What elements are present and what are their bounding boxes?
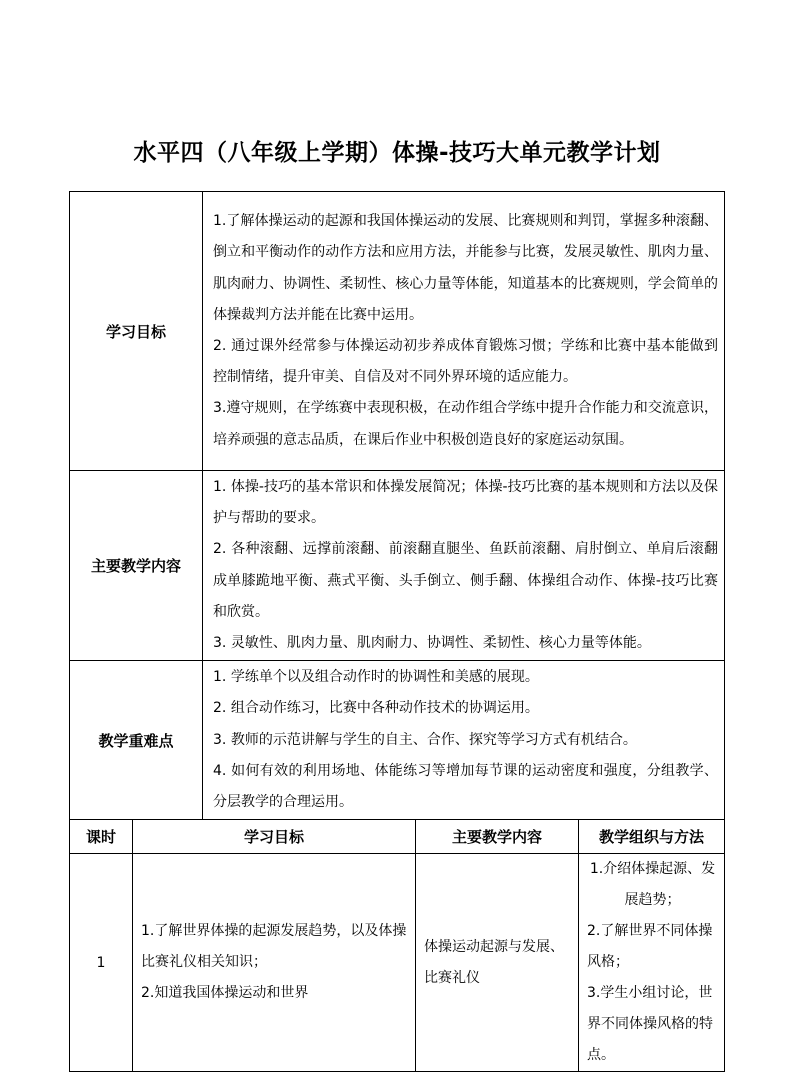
section-label: 教学重难点 bbox=[70, 661, 203, 820]
lesson-number: 1 bbox=[70, 854, 133, 1072]
page-title: 水平四（八年级上学期）体操-技巧大单元教学计划 bbox=[133, 140, 661, 166]
section-content bbox=[203, 192, 725, 471]
paragraph: 3.遵守规则，在学练赛中表现积极，在动作组合学练中提升合作能力和交流意识，培养顽强的意志品质，在课后作业中积极创造良好的家庭运动氛围。 bbox=[213, 400, 719, 448]
paragraph: 体操运动起源与发展、比赛礼仪 bbox=[424, 938, 565, 986]
section-content bbox=[203, 661, 725, 820]
section-label: 学习目标 bbox=[70, 192, 203, 471]
section-row-objectives bbox=[70, 192, 725, 471]
header-content: 主要教学内容 bbox=[416, 820, 579, 854]
paragraph: 2. 组合动作练习，比赛中各种动作技术的协调运用。 bbox=[213, 700, 539, 717]
paragraph: 1.介绍体操起源、发展趋势； bbox=[589, 861, 716, 909]
lesson-methods bbox=[579, 854, 725, 1072]
paragraph: 2. 通过课外经常参与体操运动初步养成体育锻炼习惯；学练和比赛中基本能做到控制情绪，提升审美、自信及对不同外界环境的适应能力。 bbox=[213, 338, 719, 386]
paragraph: 2. 各种滚翻、远撑前滚翻、前滚翻直腿坐、鱼跃前滚翻、肩肘倒立、单肩后滚翻成单膝跪地平衡、燕式平衡、头手倒立、侧手翻、体操组合动作、体操-技巧比赛和欣赏。 bbox=[213, 541, 719, 620]
header-lesson: 课时 bbox=[70, 820, 133, 854]
section-row-key-points bbox=[70, 661, 725, 820]
paragraph: 4. 如何有效的利用场地、体能练习等增加每节课的运动密度和强度，分组教学、分层教学的合理运用。 bbox=[213, 762, 719, 811]
header-objectives: 学习目标 bbox=[133, 820, 416, 854]
paragraph: 1.了解体操运动的起源和我国体操运动的发展、比赛规则和判罚，掌握多种滚翻、倒立和平衡动作的动作方法和应用方法，并能参与比赛，发展灵敏性、肌肉力量、肌肉耐力、协调性、柔韧性、核心力量等体能，知道基本的比赛规则，学会简单的体操裁判方法并能在比赛中运用。 bbox=[213, 213, 719, 323]
paragraph: 2.了解世界不同体操风格； bbox=[587, 923, 713, 971]
section-content bbox=[203, 471, 725, 661]
paragraph: 3.学生小组讨论，世界不同体操风格的特点。 bbox=[587, 985, 714, 1064]
paragraph: 3. 教师的示范讲解与学生的自主、合作、探究等学习方式有机结合。 bbox=[213, 731, 637, 748]
paragraph: 2.知道我国体操运动和世界 bbox=[141, 985, 309, 1002]
header-methods: 教学组织与方法 bbox=[579, 820, 725, 854]
lesson-content bbox=[416, 854, 579, 1072]
lesson-objectives bbox=[133, 854, 416, 1072]
paragraph: 1. 体操-技巧的基本常识和体操发展简况；体操-技巧比赛的基本规则和方法以及保护与帮助的要求。 bbox=[213, 479, 719, 527]
lesson-header-row bbox=[70, 820, 725, 854]
paragraph: 1. 学练单个以及组合动作时的协调性和美感的展现。 bbox=[213, 669, 539, 686]
teaching-plan-table bbox=[69, 191, 725, 1072]
section-row-content bbox=[70, 471, 725, 661]
table-row bbox=[70, 854, 725, 1072]
paragraph: 1.了解世界体操的起源发展趋势，以及体操比赛礼仪相关知识； bbox=[141, 923, 407, 971]
paragraph: 3. 灵敏性、肌肉力量、肌肉耐力、协调性、柔韧性、核心力量等体能。 bbox=[213, 635, 651, 652]
section-label: 主要教学内容 bbox=[70, 471, 203, 661]
